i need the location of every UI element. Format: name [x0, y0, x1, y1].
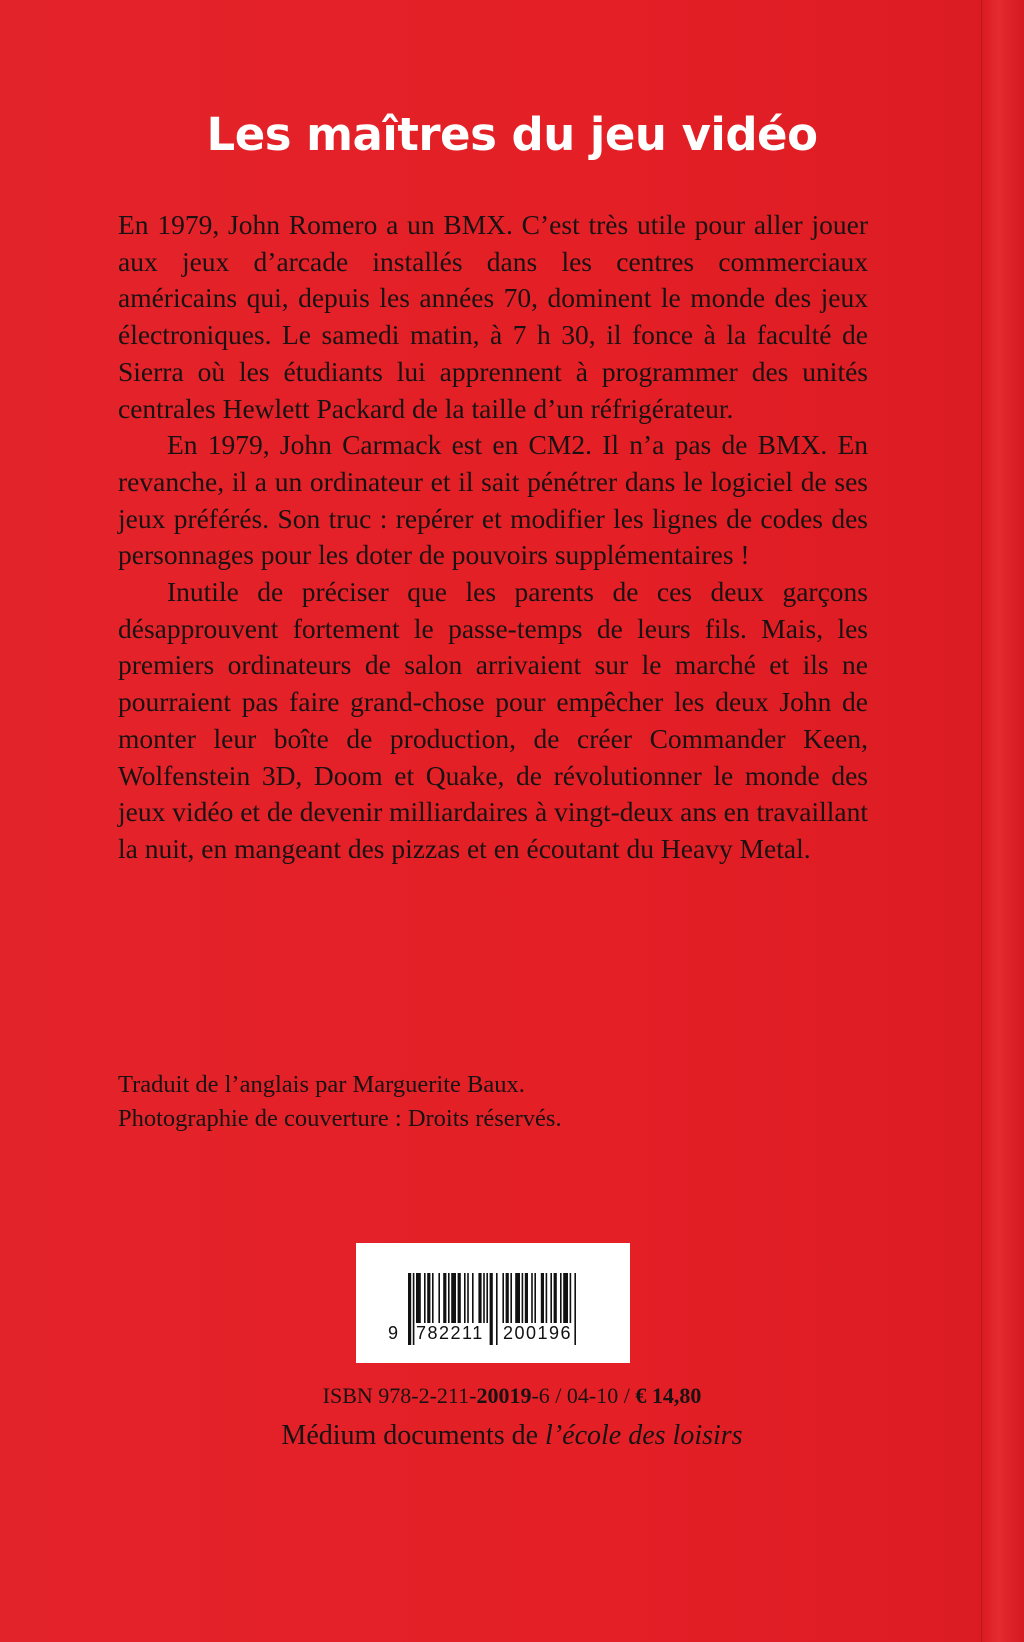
barcode-bar [448, 1273, 450, 1323]
barcode-digit-first: 9 [388, 1323, 399, 1343]
barcode-bar [522, 1273, 524, 1323]
barcode-bar [443, 1273, 446, 1323]
isbn-middle: -6 / 04-10 / [531, 1383, 636, 1408]
isbn-bold-part: 20019 [476, 1383, 532, 1408]
barcode-bar [464, 1273, 466, 1323]
barcode-bar [472, 1273, 474, 1323]
barcode-bar [550, 1273, 552, 1323]
barcode-bar [570, 1273, 572, 1323]
photo-credit: Photographie de couverture : Droits réservés. [118, 1105, 562, 1132]
barcode-bar [413, 1273, 415, 1345]
barcode-bar [502, 1273, 504, 1323]
barcode-bar [506, 1273, 509, 1323]
barcode-digits-right: 200196 [503, 1323, 573, 1343]
book-title: Les maîtres du jeu vidéo [206, 108, 818, 161]
barcode-bar [554, 1273, 557, 1323]
barcode-bar [416, 1273, 421, 1323]
barcode-bar [541, 1273, 544, 1323]
barcode-bar [424, 1273, 426, 1323]
publisher-line [0, 1420, 1024, 1452]
isbn-prefix: ISBN 978-2-211- [322, 1383, 477, 1408]
barcode-bar [427, 1273, 430, 1323]
barcode-bar [458, 1273, 461, 1323]
barcode-bar [525, 1273, 528, 1323]
barcode-bar [510, 1273, 512, 1323]
barcode-bar [478, 1273, 481, 1323]
credits [118, 1068, 878, 1136]
barcode-bar [496, 1273, 498, 1345]
publisher-name: l’école des loisirs [545, 1420, 743, 1451]
blurb-paragraph-2: En 1979, John Carmack est en CM2. Il n’a pas de BMX. En revanche, il a un ordinateur et il sait pénétrer dans le logiciel de ses jeux préférés. Son truc : repérer et modifier les lignes de codes des personnages pour les doter de pouvoirs supplémentaires ! [118, 429, 868, 571]
barcode-bar [531, 1273, 533, 1323]
barcode-bar [408, 1273, 411, 1345]
barcode-bar [432, 1273, 434, 1323]
barcode-bar [451, 1273, 456, 1323]
barcode-bar [574, 1273, 576, 1345]
barcode-bars [356, 1243, 630, 1363]
barcode-bar [483, 1273, 485, 1323]
barcode-bar [534, 1273, 536, 1323]
barcode-bar [563, 1273, 568, 1323]
blurb-paragraph-1: En 1979, John Romero a un BMX. C’est très utile pour aller jouer aux jeux d’arcade installés dans les centres commerciaux américains qui, depuis les années 70, dominent le monde des jeux électroniques. Le samedi matin, à 7 h 30, il fonce à la faculté de Sierra où les étudiants lui apprennent à programmer des unités centrales Hewlett Packard de la taille d’un réfrigérateur. [118, 209, 868, 424]
barcode-bar [490, 1273, 493, 1345]
isbn-line [0, 1383, 1024, 1409]
publisher-prefix: Médium documents de [281, 1420, 546, 1451]
barcode-bar [560, 1273, 562, 1323]
barcode-bar [486, 1273, 488, 1323]
barcode-bar [546, 1273, 548, 1323]
translator-credit: Traduit de l’anglais par Marguerite Baux. [118, 1071, 525, 1098]
blurb-paragraph-3: Inutile de préciser que les parents de ces deux garçons désapprouvent fortement le passe-temps de leurs fils. Mais, les premiers ordinateurs de salon arrivaient sur le marché et ils ne pourraient pas faire grand-chose pour empêcher les deux John de monter leur boîte de production, de créer Commander Keen, Wolfenstein 3D, Doom et Quake, de révolutionner le monde des jeux vidéo et de devenir milliardaires à vingt-deux ans en travaillant la nuit, en mangeant des pizzas et en écoutant du Heavy Metal. [118, 576, 868, 864]
barcode-digits-left: 782211 [416, 1323, 484, 1343]
barcode-bar [438, 1273, 440, 1323]
price: € 14,80 [635, 1383, 702, 1408]
blurb-text [118, 207, 868, 868]
barcode [356, 1243, 630, 1363]
barcode-bar [515, 1273, 520, 1323]
barcode-bar [467, 1273, 469, 1323]
